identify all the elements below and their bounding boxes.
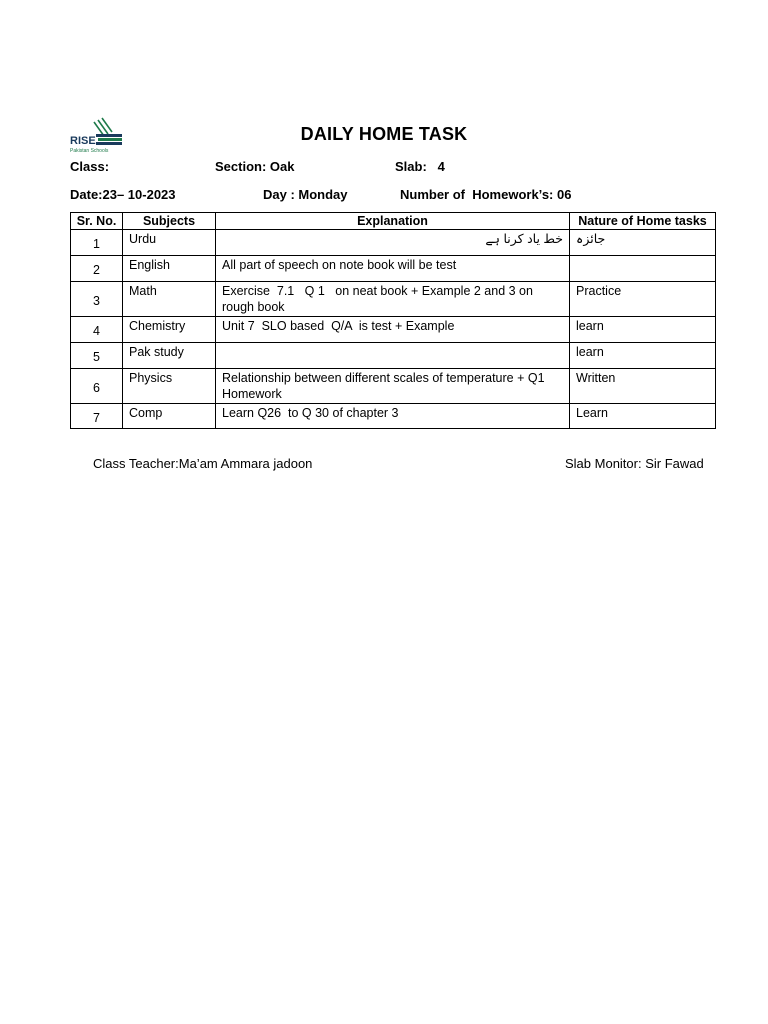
column-header-nature: Nature of Home tasks [570, 213, 716, 230]
logo-text: RISE [70, 135, 96, 147]
day-label: Day : Monday [263, 187, 348, 202]
table-row [71, 317, 716, 343]
row-explanation [216, 343, 570, 369]
logo-subtext: Pakistan Schools [70, 148, 109, 154]
table-row [71, 230, 716, 256]
homework-table [70, 212, 716, 429]
row-sr: 5 [71, 343, 123, 369]
row-nature: learn [570, 317, 716, 343]
row-explanation: Exercise 7.1 Q 1 on neat book + Example 2 and 3 on rough book [216, 282, 570, 317]
column-header-subjects: Subjects [123, 213, 216, 230]
row-subject: Urdu [123, 230, 216, 256]
column-header-sr: Sr. No. [71, 213, 123, 230]
row-nature: Learn [570, 404, 716, 429]
date-label: Date:23– 10-2023 [70, 187, 176, 202]
table-row [71, 256, 716, 282]
table-row [71, 369, 716, 404]
table-row [71, 343, 716, 369]
class-teacher: Class Teacher:Ma’am Ammara jadoon [93, 456, 313, 471]
row-subject: Math [123, 282, 216, 317]
row-subject: English [123, 256, 216, 282]
row-sr: 1 [71, 230, 123, 256]
row-explanation: Unit 7 SLO based Q/A is test + Example [216, 317, 570, 343]
row-nature: learn [570, 343, 716, 369]
row-explanation: Learn Q26 to Q 30 of chapter 3 [216, 404, 570, 429]
table-row [71, 404, 716, 429]
slab-label: Slab: 4 [395, 159, 445, 174]
section-label: Section: Oak [215, 159, 295, 174]
row-nature: Practice [570, 282, 716, 317]
row-sr: 2 [71, 256, 123, 282]
row-subject: Chemistry [123, 317, 216, 343]
row-subject: Physics [123, 369, 216, 404]
column-header-explanation: Explanation [216, 213, 570, 230]
row-nature: Written [570, 369, 716, 404]
page-title: DAILY HOME TASK [300, 124, 468, 144]
row-explanation: Relationship between different scales of temperature + Q1 Homework [216, 369, 570, 404]
slab-monitor: Slab Monitor: Sir Fawad [565, 456, 704, 471]
row-sr: 3 [71, 282, 123, 317]
table-row [71, 282, 716, 317]
row-nature [570, 256, 716, 282]
row-explanation: خط یاد کرنا ہے [216, 230, 570, 256]
row-explanation: All part of speech on note book will be test [216, 256, 570, 282]
class-label: Class: [70, 159, 110, 174]
row-sr: 7 [71, 404, 123, 429]
row-sr: 6 [71, 369, 123, 404]
row-sr: 4 [71, 317, 123, 343]
homework-count-label: Number of Homework’s: 06 [400, 187, 572, 202]
row-subject: Comp [123, 404, 216, 429]
row-nature: جائزہ [570, 230, 716, 256]
table-header-row [71, 213, 716, 230]
row-subject: Pak study [123, 343, 216, 369]
